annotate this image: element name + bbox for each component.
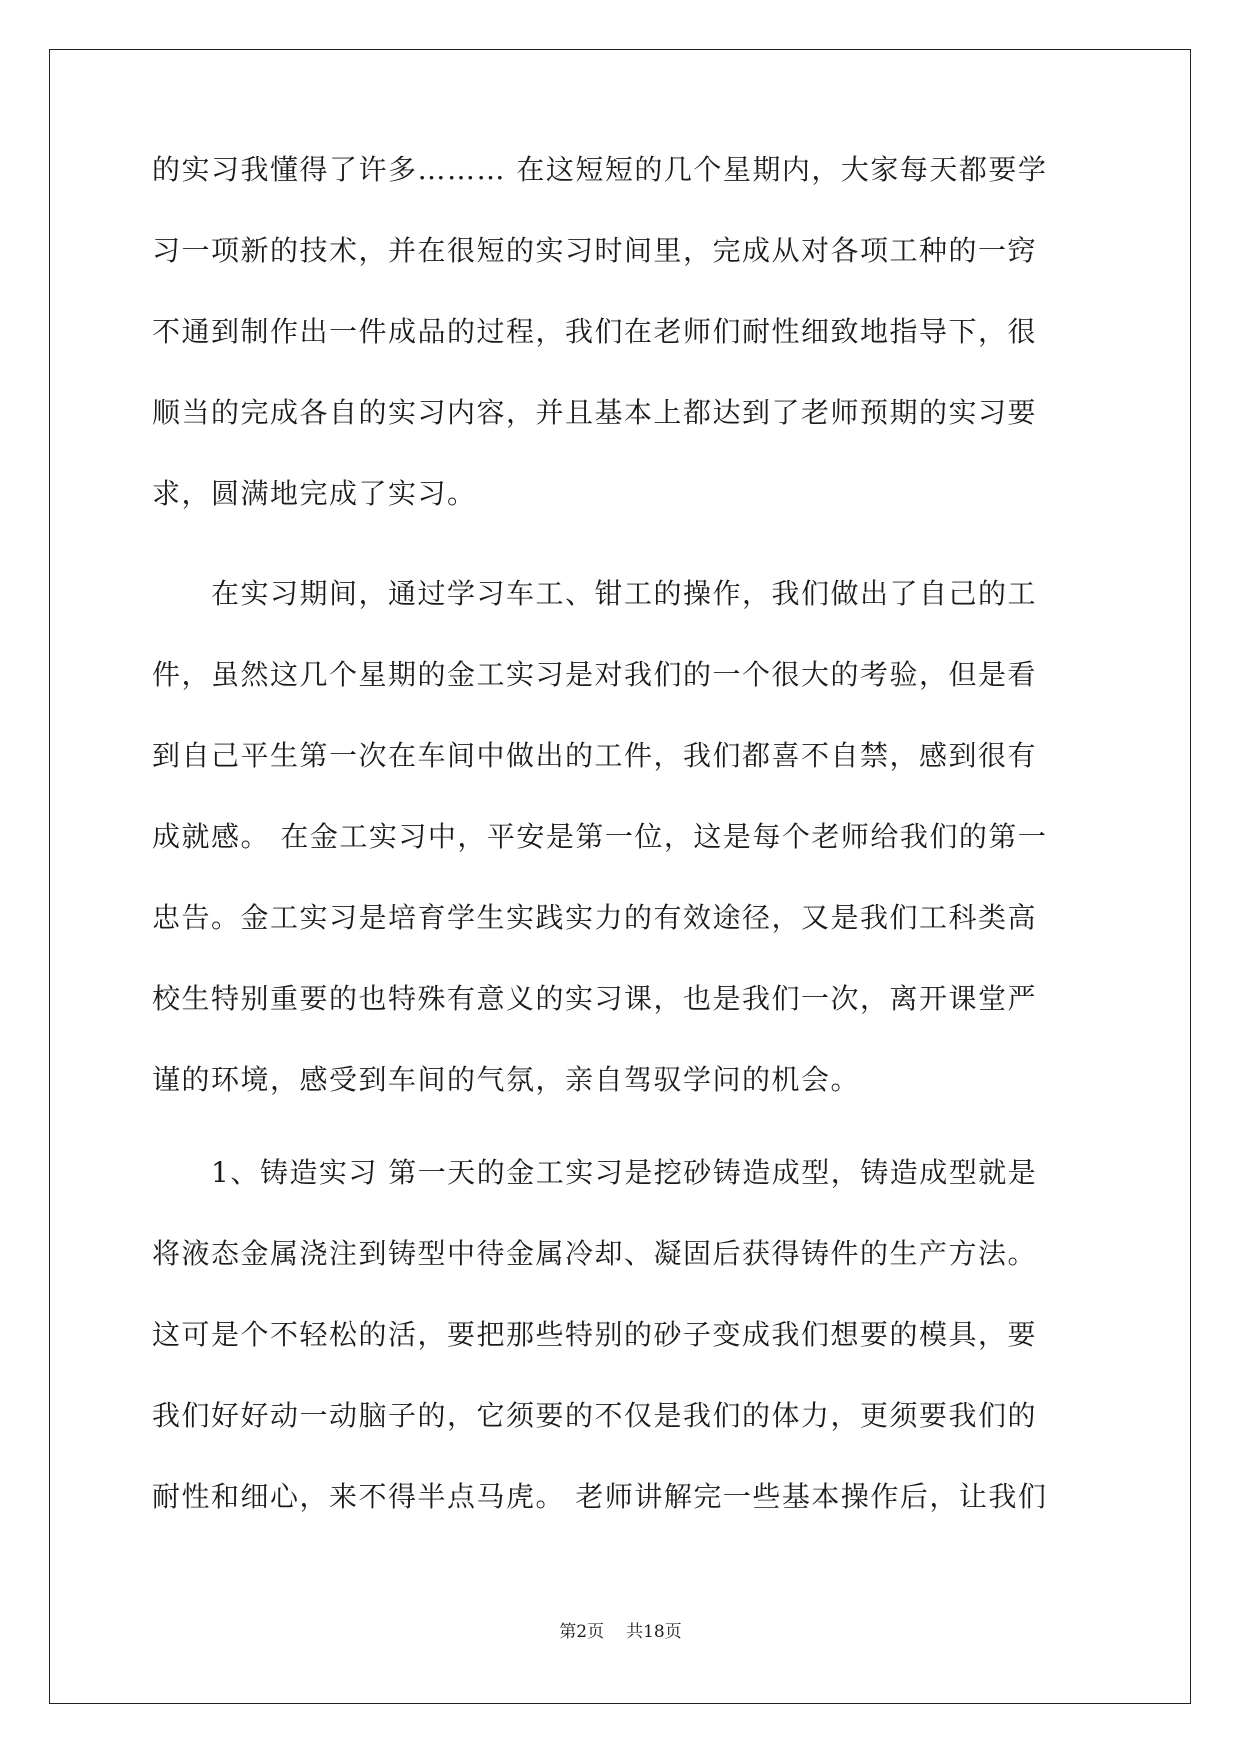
text-line: 谨的环境，感受到车间的气氛，亲自驾驭学问的机会。 — [152, 1063, 861, 1096]
text-line: 顺当的完成各自的实习内容，并且基本上都达到了老师预期的实习要 — [152, 396, 1038, 429]
text-line: 在实习期间，通过学习车工、钳工的操作，我们做出了自己的工 — [152, 577, 1038, 610]
page-total: 共18页 — [626, 1622, 682, 1642]
text-line: 耐性和细心，来不得半点马虎。 老师讲解完一些基本操作后，让我们 — [152, 1480, 1048, 1513]
text-line: 校生特别重要的也特殊有意义的实习课，也是我们一次，离开课堂严 — [152, 982, 1038, 1015]
text-line: 到自己平生第一次在车间中做出的工件，我们都喜不自禁，感到很有 — [152, 739, 1038, 772]
page-border — [49, 49, 1191, 1704]
text-line: 件，虽然这几个星期的金工实习是对我们的一个很大的考验，但是看 — [152, 658, 1038, 691]
text-line: 求，圆满地完成了实习。 — [152, 477, 477, 510]
text-line: 忠告。金工实习是培育学生实践实力的有效途径，又是我们工科类高 — [152, 901, 1038, 934]
text-line: 成就感。 在金工实习中，平安是第一位，这是每个老师给我们的第一 — [152, 820, 1048, 853]
page-footer — [0, 1620, 1241, 1644]
page-number: 第2页 — [559, 1622, 605, 1642]
text-line: 不通到制作出一件成品的过程，我们在老师们耐性细致地指导下，很 — [152, 315, 1038, 348]
text-line: 我们好好动一动脑子的，它须要的不仅是我们的体力，更须要我们的 — [152, 1399, 1038, 1432]
text-line: 将液态金属浇注到铸型中待金属冷却、凝固后获得铸件的生产方法。 — [152, 1237, 1038, 1270]
text-line: 的实习我懂得了许多……… 在这短短的几个星期内，大家每天都要学 — [152, 153, 1048, 186]
text-line: 1、铸造实习 第一天的金工实习是挖砂铸造成型，铸造成型就是 — [152, 1156, 1038, 1189]
text-line: 这可是个不轻松的活，要把那些特别的砂子变成我们想要的模具，要 — [152, 1318, 1038, 1351]
text-line: 习一项新的技术，并在很短的实习时间里，完成从对各项工种的一窍 — [152, 234, 1038, 267]
